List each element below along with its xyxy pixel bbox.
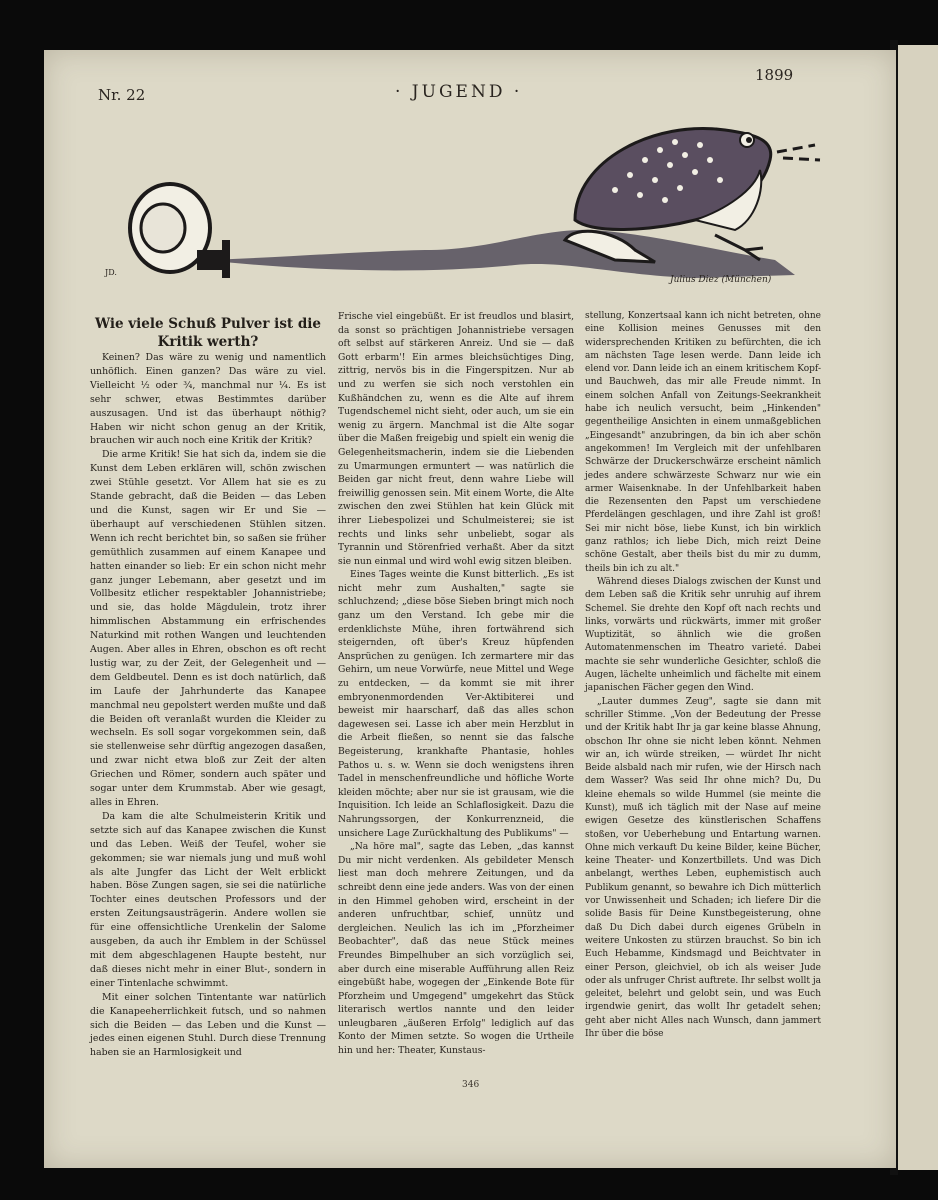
issue-number: Nr. 22 [98,86,146,104]
paragraph: Eines Tages weinte die Kunst bitterlich. „Es ist nicht mehr zum Aushalten," sagte sie schluchzend; „diese böse Sieben bringt mich noch ganz um den Verstand. Ich gebe mir die erdenklichste Mühe, ihren fortwährend sich steigernden, oft über's Kreuz hüpfenden Ansprüchen zu genügen. Ich zermartere mir das Gehirn, um neue Vorwürfe, neue Mittel und Wege zu entdecken, — da kommt sie mit ihrer embryonenmordenden Ver-Aktibiterei und beweist mir haarscharf, daß das alles schon dagewesen sei. Lasse ich aber mein Herzblut in die Arbeit fließen, so nennt sie das falsche Begeisterung, krankhafte Phantasie, hohles Pathos u. s. w. Wenn sie doch wenigstens ihren Tadel in menschenfreundliche und höfliche Worte kleiden möchte; aber nur sie ist grausam, wie die Inquisition. Ich leide an Schlaflosigkeit. Dazu die Nahrungssorgen, der Konkurrenzneid, die unsichere Lage Zurückhaltung des Publikums" — [338,569,574,839]
paragraph: stellung, Konzertsaal kann ich nicht betreten, ohne eine Kollision meines Genusses mit den widersprechenden Kritiken zu befürchten, die ich am nächsten Tage lesen werde. Dann leide ich elend vor. Dann leide ich an einem kritischem Kopf- und Bauchweh, das mir alle Freude nimmt. In einem solchen Anfall von Zeitungs-Seekrankheit habe ich neulich versucht, beim „Hinkenden" gegentheilige Ansichten in einem unmaßgeblichen „Eingesandt" anzubringen, da bin ich aber schön angekommen! Im Vergleich mit der unfehlbaren Schwärze der Druckerschwärze erscheint nämlich jedes andere schwärzeste Schwarz nur wie ein armer Waisenknabe. In der Unfehlbarkeit haben die Rezensenten den Papst um verschiedene Pferdelängen geschlagen, und ihre Zahl ist groß! Sei mir nicht böse, liebe Kunst, ich bin wirklich ganz rathlos; ich liebe Dich, mich reizt Deine schöne Gestalt, aber theils bist du mir zu dumm, theils bin ich zu alt." [585,311,821,574]
illustration-credit: Julius Diez (München) [670,275,772,285]
artist-monogram: JD. [105,268,117,277]
paragraph: Die arme Kritik! Sie hat sich da, indem sie die Kunst dem Leben erklären will, schön zwischen zwei Stühle gesetzt. Vor Allem hat sie es zu Stande gebracht, daß die Beiden — das Leben und die Kunst, sagen wir Er und Sie — überhaupt auf verschiedenen Stühlen sitzen. Wenn ich recht berichtet bin, so saßen sie früher gemüthlich zusammen auf einem Kanapee und hatten einander so lieb: Er ein schon nicht mehr ganz junger Lebemann, aber gesetzt und im Vollbesitz etlicher respektabler Johannistriebe; und sie, das holde Mägdulein, trotz ihrer himmlischen Abstammung ein erfrischendes Naturkind mit rothen Wangen und leuchtenden Augen. Aber alles in Ehren, obschon es oft recht lustig war, zu der Zeit, der Gelegenheit und — dem Geldbeutel. Denn es ist doch natürlich, daß im Laufe der Jahrhunderte das Kanapee manchmal neu gepolstert werden mußte und daß die Beiden oft veranlaßt wurden die Kleider zu wechseln. Es soll sogar vorgekommen sein, daß sie stellenweise sehr dürftig angezogen dasaßen, und zwar nicht etwa bloß zur Zeit der alten Griechen und Römer, sondern auch später und sogar unter dem Krummstab. Aber wie gesagt, alles in Ehren. [90,449,326,808]
inkpot-icon [130,184,230,278]
column-3 [585,310,821,1041]
paragraph: Keinen? Das wäre zu wenig und namentlich unhöflich. Einen ganzen? Das wäre zu viel. Vielleicht ½ oder ¾, manchmal nur ¼. Es ist sehr schwer, etwas Bestimmtes darüber auszusagen. Und ist das überhaupt nöthig? Haben wir nicht schon genug an der Kritik, brauchen wir auch noch eine Kritik der Kritik? [90,352,326,447]
paragraph: Da kam die alte Schulmeisterin Kritik und setzte sich auf das Kanapee zwischen die Kunst und das Leben. Weiß der Teufel, woher sie gekommen; sie war niemals jung und muß wohl als alte Jungfer das Licht der Welt erblickt haben. Böse Zungen sagen, sie sei die natürliche Tochter eines deutschen Professors und der ersten Zeitungsausträgerin. Andere wollen sie für eine offensichtliche Urenkelin der Salome ausgeben, da auch ihr Emblem in der Schüssel mit dem abgeschlagenen Haupte besteht, nur daß dieses nicht mehr in einer Blut-, sondern in einer Tintenlache schwimmt. [90,810,326,989]
toad-illustration [95,100,785,277]
column-1 [90,315,326,1060]
paragraph: „Lauter dummes Zeug", sagte sie dann mit schriller Stimme. „Von der Bedeutung der Presse und der Kritik habt Ihr ja gar keine blasse Ahnung, obschon Ihr ohne sie nicht leben könnt. Nehmen wir an, ich würde streiken, — würdet Ihr nicht Beide alsbald nach mir rufen, wie der Hirsch nach dem Wasser? Was seid Ihr ohne mich? Du, Du kleine ehemals so wilde Hummel (sie meinte die Kunst), muß ich täglich mit der Nase auf meine ewigen Gesetze des künstlerischen Schaffens stoßen, vor Ueberhebung und Entartung warnen. Ohne mich verkauft Du keine Bilder, keine Bücher, keine Theater- und Konzertbillets. Und was Dich anbelangt, werthes Leben, euphemistisch auch Publikum genannt, so bewahre ich Dich mütterlich vor Unwissenheit und Schaden; ich liefere Dir die solide Basis für Deine Kunstbegeisterung, ohne daß Du Dich dabei durch eigenes Grübeln in weitere Unkosten zu stürzen brauchst. So bin ich Euch Hebamme, Kindsmagd und Beichtvater in einer Person, gleichviel, ob ich als weiser Jude oder als unfruger Christ auftrete. Ihr selbst wollt ja geleitet, belehrt und gelobt sein, und was Euch irgendwie genirt, das wollt Ihr getadelt sehen; geht aber nicht Alles nach Wunsch, dann jammert Ihr über die böse [585,696,821,1040]
article-title: Wie viele Schuß Pulver ist die Kritik werth? [94,316,322,350]
paragraph: Während dieses Dialogs zwischen der Kunst und dem Leben saß die Kritik sehr unruhig auf ihrem Schemel. Sie drehte den Kopf oft nach rechts und links, vorwärts und rückwärts, immer mit großer Wuptizität, so ähnlich wie die großen Automatenmenschen im Theatro varieté. Dabei machte sie sehr wunderliche Gesichter, schloß die Augen, lächelte unheimlich und fächelte mit einem japanischen Fächer gegen den Wind. [585,576,821,694]
toad-icon [565,128,820,262]
facing-page-edge [898,45,938,1170]
column-2 [338,310,574,1058]
year: 1899 [755,66,794,84]
paragraph: Frische viel eingebüßt. Er ist freudlos und blasirt, da sonst so prächtigen Johannistriebe versagen oft selbst auf stärkeren Anreiz. Und sie — daß Gott erbarm'! Ein armes bleichsüchtiges Ding, zittrig, nervös bis in die Fingerspitzen. Nur ab und zu werfen sie sich noch verstohlen ein Kußhändchen zu, wenn es die Alte auf ihrem Tugendschemel nicht sieht, oder auch, um sie ein wenig zu ärgern. Manchmal ist die Alte sogar über die Maßen freigebig und spielt ein wenig die Gelegenheitsmacherin, indem sie die Liebenden zu Umarmungen ermuntert — was natürlich die Beiden gar nicht freut, denn wahre Liebe will freiwillig genossen sein. Mit einem Worte, die Alte zwischen den zwei Stühlen hat kein Glück mit ihrer Liebespolizei und Schulmeisterei; sie ist rechts und links sehr unbeliebt, sogar als Tyrannin und Störenfried verhaßt. Aber da sitzt sie nun einmal und wird wohl ewig sitzen bleiben. [338,311,574,567]
paragraph: Mit einer solchen Tintentante war natürlich die Kanapeeherrlichkeit futsch, und so nahmen sich die Beiden — das Leben und die Kunst — jedes einen eigenen Stuhl. Durch diese Trennung haben sie an Harmlosigkeit und [90,991,326,1059]
magazine-title: · JUGEND · [395,82,523,102]
page-number: 346 [462,1080,480,1090]
paragraph: „Na höre mal", sagte das Leben, „das kannst Du mir nicht verdenken. Als gebildeter Mensch liest man doch mehrere Zeitungen, und da schreibt denn eine jede anders. Was von der einen in den Himmel gehoben wird, erscheint in der anderen unfruchtbar, schief, unnütz und dergleichen. Neulich las ich im „Pforzheimer Beobachter", daß das neue Stück meines Freundes Bimpelhuber an sich vorzüglich sei, aber durch eine miserable Aufführung allen Reiz eingebüßt habe, wogegen der „Einkende Bote für Pforzheim und Umgegend" umgekehrt das Stück literarisch wertlos nannte und den leider unleugbaren „äußeren Erfolg" lediglich auf das Konto der Mimen setzte. So wogen die Urtheile hin und her: Theater, Kunstaus- [338,841,574,1057]
